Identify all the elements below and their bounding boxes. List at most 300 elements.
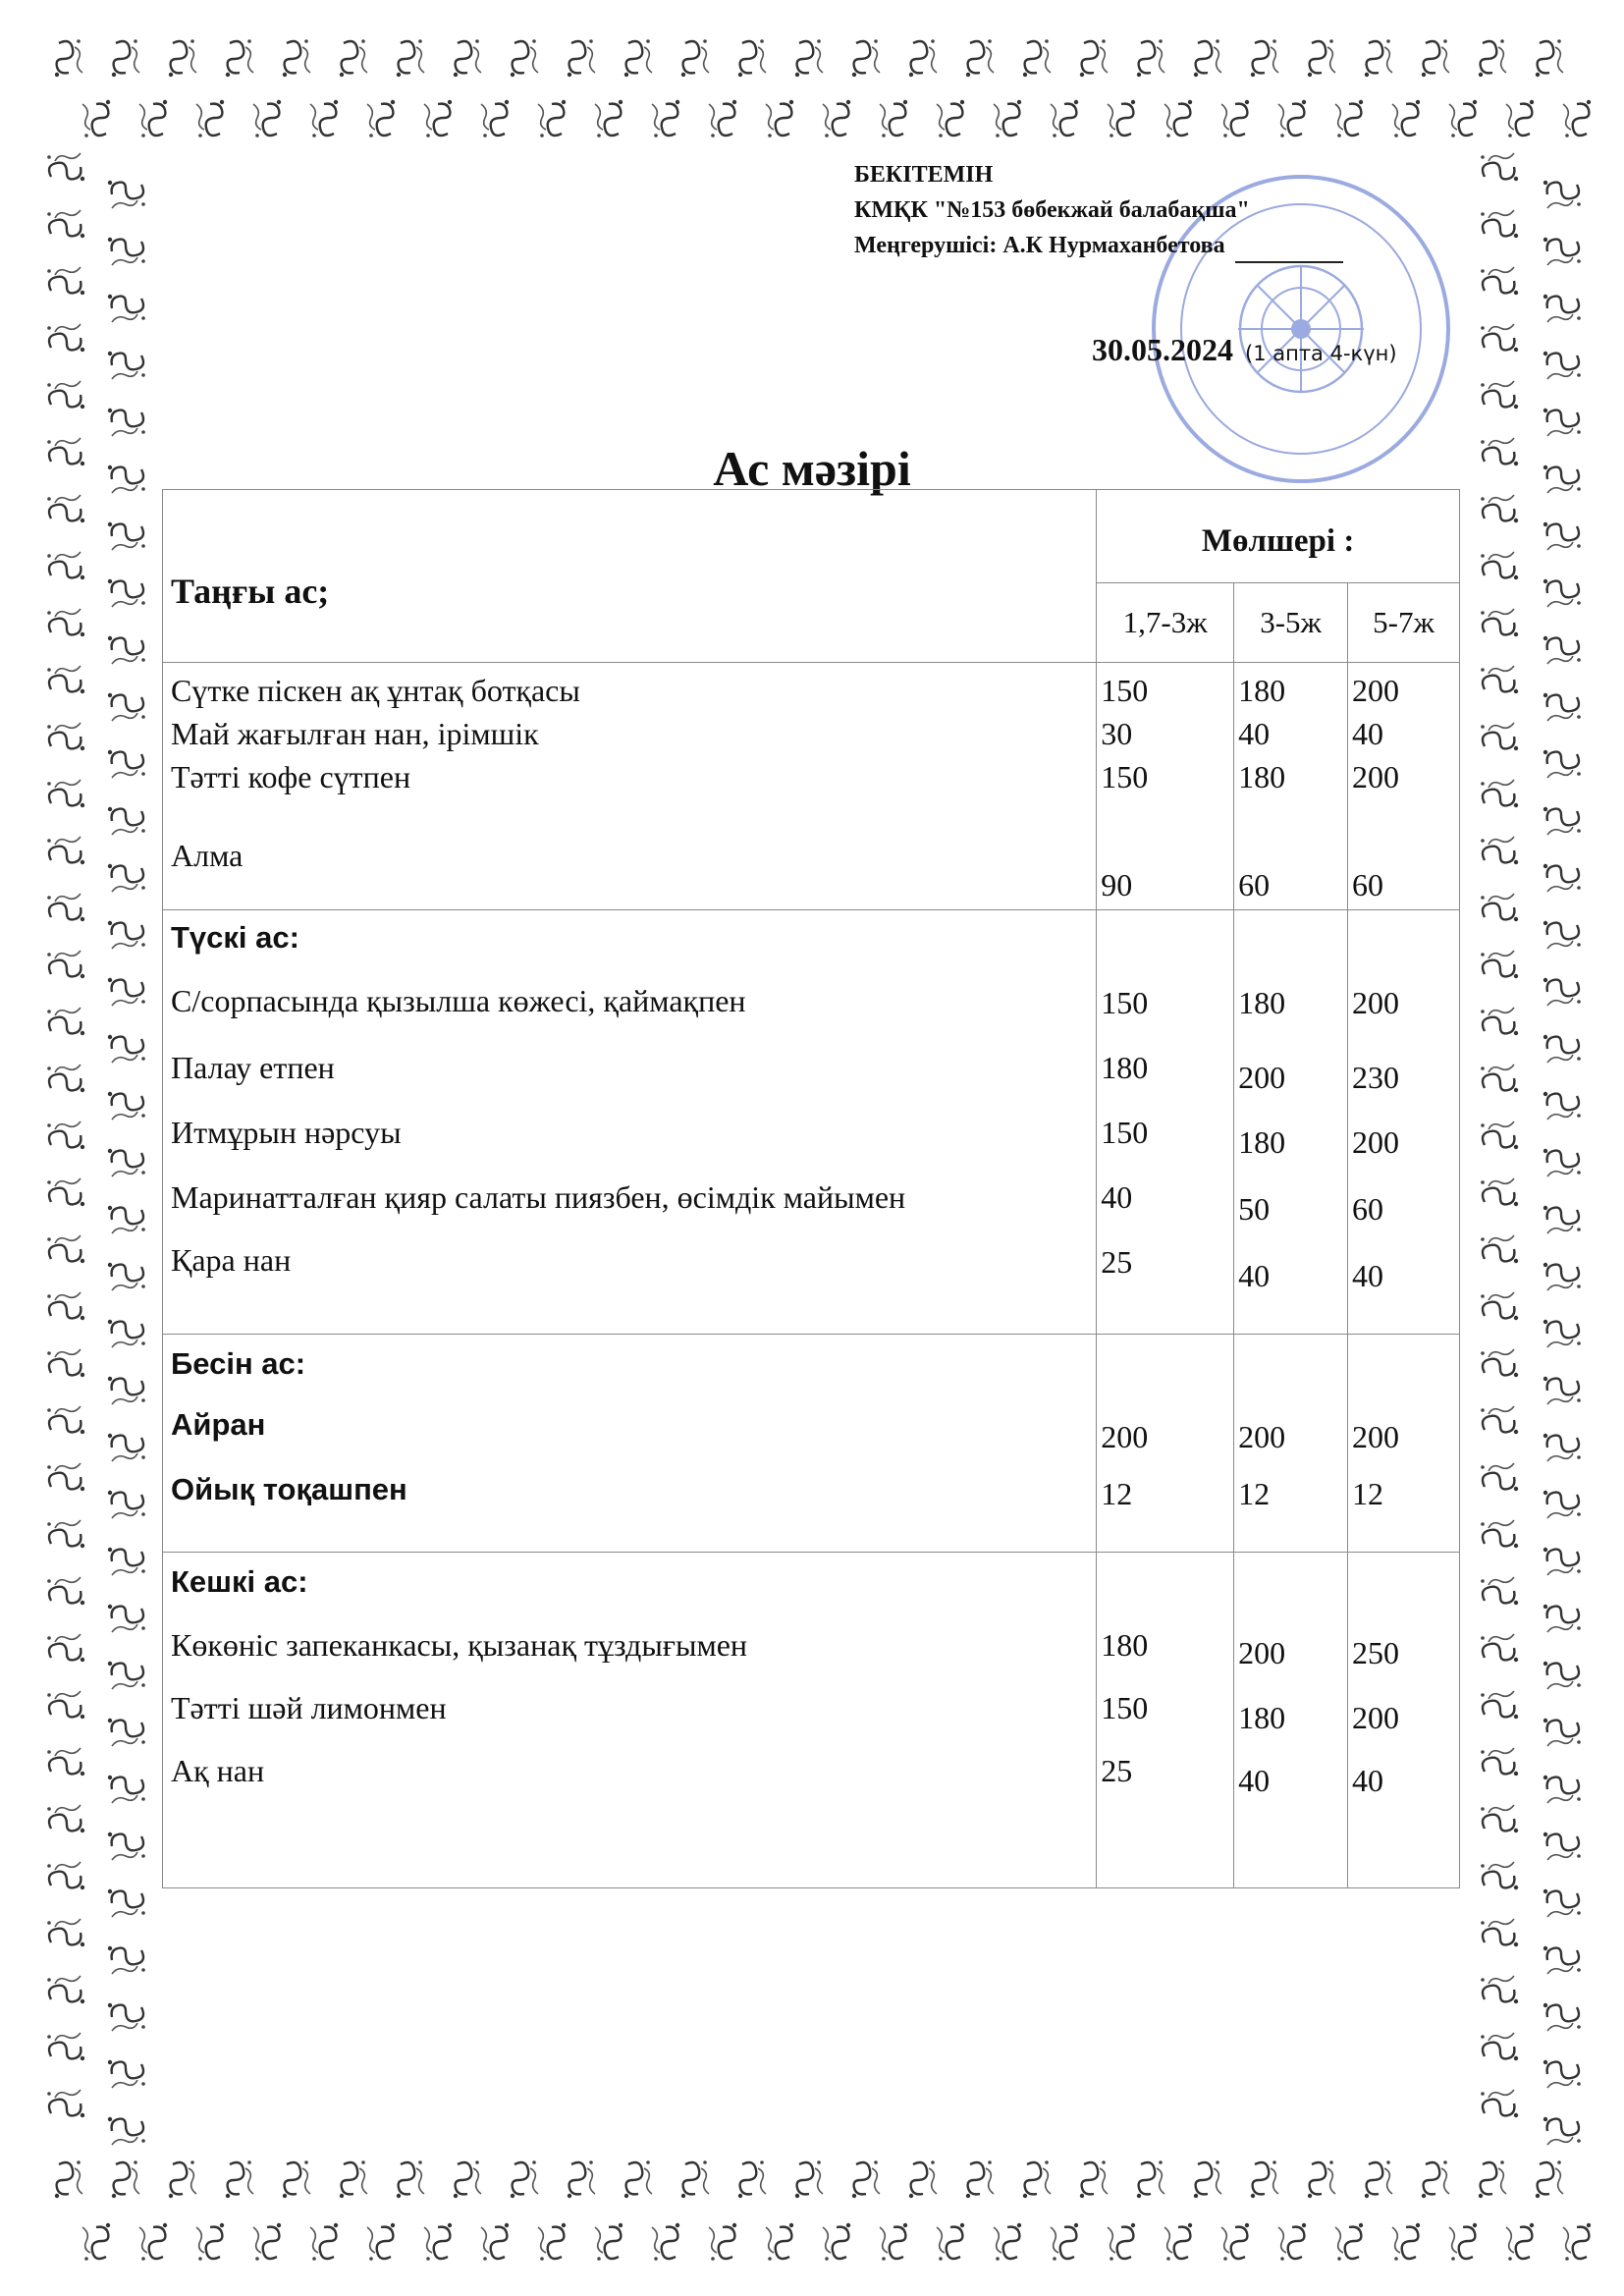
ornament [1392, 100, 1420, 137]
ornament [595, 100, 623, 137]
ornament [1543, 1719, 1581, 1746]
approval-head: Меңгерушісі: А.К Нурмаханбетова [854, 233, 1225, 258]
ornament [310, 100, 338, 137]
ornament [1481, 894, 1518, 921]
ornament [1543, 1263, 1581, 1290]
ornament [1481, 723, 1518, 750]
ornament [1536, 39, 1563, 77]
ornament [852, 39, 880, 77]
ornament [169, 2160, 196, 2198]
ornament [937, 2223, 964, 2261]
ornament [1481, 1235, 1518, 1263]
ornament [1481, 1805, 1518, 1832]
ornament [108, 750, 145, 778]
ornament [1543, 181, 1581, 208]
snack-title: Бесін ас: [171, 1346, 306, 1381]
ornament [47, 1691, 84, 1719]
qty: 40 [1352, 1763, 1384, 1798]
ornament [1479, 39, 1506, 77]
ornament [47, 1976, 84, 2003]
ornament [108, 2117, 145, 2145]
ornament [108, 636, 145, 664]
ornament [1108, 2223, 1135, 2261]
dinner-item: Ақ нан [171, 1753, 265, 1788]
snack-item: Айран [171, 1407, 266, 1442]
ornament [47, 1862, 84, 1889]
ornament [568, 39, 595, 77]
ornament [1278, 100, 1306, 137]
ornament [47, 1406, 84, 1434]
ornament [108, 2060, 145, 2088]
qty: 180 [1101, 1627, 1149, 1663]
ornament [1543, 750, 1581, 778]
ornament [1563, 100, 1591, 137]
ornament [1365, 39, 1392, 77]
ornament [108, 1548, 145, 1575]
ornament [108, 1320, 145, 1347]
ornament [1543, 1776, 1581, 1803]
ornament [1481, 1691, 1518, 1719]
ornament [538, 2223, 566, 2261]
qty: 60 [1352, 867, 1384, 902]
ornament [367, 100, 395, 137]
qty: 12 [1238, 1476, 1271, 1511]
ornament [112, 2160, 139, 2198]
ornament [1481, 1748, 1518, 1776]
ornament [108, 1263, 145, 1290]
ornament [1308, 39, 1335, 77]
ornament [47, 1292, 84, 1320]
ornament [108, 579, 145, 607]
ornament [994, 100, 1021, 137]
ornament [108, 921, 145, 949]
qty: 12 [1101, 1476, 1133, 1511]
ornament [1543, 1548, 1581, 1575]
ornament [47, 780, 84, 807]
ornament [108, 1035, 145, 1063]
qty: 40 [1238, 1258, 1271, 1293]
ornament [1481, 210, 1518, 238]
lunch-item: Қара нан [171, 1242, 292, 1278]
qty: 200 [1352, 759, 1400, 794]
ornament [766, 2223, 793, 2261]
ornament [1221, 2223, 1249, 2261]
ornament [108, 864, 145, 892]
ornament [1481, 951, 1518, 978]
ornament [1543, 1320, 1581, 1347]
ornament [397, 2160, 424, 2198]
ornament [47, 1235, 84, 1263]
ornament [1051, 2223, 1078, 2261]
qty: 25 [1101, 1753, 1133, 1788]
ornament [47, 324, 84, 352]
ornament [1023, 2160, 1051, 2198]
ornament [367, 2223, 395, 2261]
ornament [47, 1178, 84, 1206]
ornament [1108, 100, 1135, 137]
qty: 200 [1238, 1060, 1286, 1095]
ornament [1506, 100, 1534, 137]
qty: 40 [1101, 1179, 1133, 1215]
ornament [1481, 1634, 1518, 1662]
ornament [454, 39, 481, 77]
qty: 50 [1238, 1191, 1271, 1227]
lunch-title: Түскі ас: [171, 920, 299, 955]
ornament [108, 1434, 145, 1461]
ornament [55, 39, 82, 77]
ornament [1481, 153, 1518, 181]
ornament [511, 39, 538, 77]
ornament [108, 1377, 145, 1404]
ornament [1422, 39, 1449, 77]
ornament [253, 2223, 281, 2261]
ornament [909, 2160, 937, 2198]
ornament [47, 153, 84, 181]
ornament [1543, 1946, 1581, 1974]
ornament [47, 381, 84, 409]
ornament [1543, 295, 1581, 322]
qty: 40 [1238, 716, 1271, 751]
ornament [1335, 100, 1363, 137]
ornament [538, 100, 566, 137]
ornament [1481, 2033, 1518, 2060]
ornament [139, 100, 167, 137]
age-col-1: 1,7-3ж [1097, 583, 1234, 663]
approval-heading: БЕКІТЕМІН [854, 162, 994, 188]
ornament [738, 2160, 766, 2198]
age-col-3: 5-7ж [1348, 583, 1460, 663]
ornament [139, 2223, 167, 2261]
ornament [1481, 1008, 1518, 1035]
ornament [1543, 1035, 1581, 1063]
qty: 40 [1352, 1258, 1384, 1293]
ornament [47, 1121, 84, 1149]
ornament [1051, 100, 1078, 137]
qty: 150 [1101, 985, 1149, 1020]
breakfast-section [163, 663, 1460, 910]
header-amount: Мөлшері : [1097, 490, 1460, 583]
snack-section [163, 1335, 1460, 1553]
ornament [966, 39, 994, 77]
ornament [709, 100, 736, 137]
ornament [47, 552, 84, 579]
ornament [310, 2223, 338, 2261]
ornament [397, 39, 424, 77]
ornament [852, 2160, 880, 2198]
ornament [47, 1065, 84, 1092]
ornament [1481, 1976, 1518, 2003]
ornament [108, 238, 145, 265]
ornament [1481, 1577, 1518, 1605]
qty: 200 [1101, 1419, 1149, 1454]
ornament [1392, 2223, 1420, 2261]
ornament [1481, 495, 1518, 522]
ornament [47, 1805, 84, 1832]
ornament [1543, 522, 1581, 550]
ornament [1481, 1919, 1518, 1946]
age-col-2: 3-5ж [1234, 583, 1348, 663]
ornament [226, 2160, 253, 2198]
ornament [1251, 2160, 1278, 2198]
qty: 180 [1101, 1050, 1149, 1085]
ornament [1543, 693, 1581, 721]
ornament [709, 2223, 736, 2261]
ornament [108, 1662, 145, 1689]
ornament [108, 1889, 145, 1917]
qty: 200 [1352, 673, 1400, 708]
ornament [1481, 267, 1518, 295]
ornament [1543, 978, 1581, 1006]
qty: 180 [1238, 759, 1286, 794]
ornament [108, 1719, 145, 1746]
ornament [108, 1206, 145, 1233]
ornament [47, 1919, 84, 1946]
ornament [47, 894, 84, 921]
ornament [47, 1577, 84, 1605]
ornament [937, 100, 964, 137]
qty: 150 [1101, 673, 1149, 708]
breakfast-item: Сүтке піскен ақ ұнтақ ботқасы [171, 673, 580, 708]
ornament [1137, 39, 1164, 77]
ornament [1543, 352, 1581, 379]
ornament [595, 2223, 623, 2261]
ornament [424, 100, 452, 137]
ornament [1481, 1463, 1518, 1491]
qty: 12 [1352, 1476, 1384, 1511]
ornament [1481, 666, 1518, 693]
ornament [1543, 1491, 1581, 1518]
ornament [1481, 780, 1518, 807]
menu-table [162, 489, 1460, 1888]
ornament [108, 807, 145, 835]
snack-item: Ойық тоқашпен [171, 1472, 407, 1506]
ornament [1023, 39, 1051, 77]
ornament [47, 2033, 84, 2060]
ornament [283, 2160, 310, 2198]
ornament [108, 1491, 145, 1518]
ornament [108, 352, 145, 379]
ornament [1164, 2223, 1192, 2261]
ornament [1543, 238, 1581, 265]
ornament [1481, 324, 1518, 352]
ornament [196, 2223, 224, 2261]
ornament [681, 2160, 709, 2198]
ornament [1335, 2223, 1363, 2261]
ornament [1543, 1206, 1581, 1233]
ornament [1543, 921, 1581, 949]
ornament [652, 2223, 679, 2261]
ornament [1543, 2060, 1581, 2088]
ornament [47, 495, 84, 522]
ornament [795, 39, 823, 77]
ornament [1080, 2160, 1108, 2198]
ornament [1543, 1377, 1581, 1404]
ornament [795, 2160, 823, 2198]
ornament [82, 100, 110, 137]
qty: 90 [1101, 867, 1133, 902]
ornament [1080, 39, 1108, 77]
ornament [1481, 552, 1518, 579]
dinner-item: Тәтті шәй лимонмен [171, 1690, 447, 1725]
ornament [47, 951, 84, 978]
ornament [1481, 1121, 1518, 1149]
lunch-item: Итмұрын нәрсуы [171, 1115, 402, 1150]
menu-date [1092, 332, 1397, 368]
ornament [253, 100, 281, 137]
ornament [47, 210, 84, 238]
ornament [1422, 2160, 1449, 2198]
ornament [1543, 864, 1581, 892]
ornament [1543, 1434, 1581, 1461]
week-day: (1 апта 4-күн) [1245, 342, 1397, 365]
qty: 60 [1238, 867, 1271, 902]
ornament [994, 2223, 1021, 2261]
ornament [681, 39, 709, 77]
ornament [1506, 2223, 1534, 2261]
ornament [823, 2223, 850, 2261]
ornament [108, 1149, 145, 1176]
qty: 40 [1238, 1763, 1271, 1798]
qty: 180 [1238, 673, 1286, 708]
dinner-section [163, 1553, 1460, 1888]
breakfast-item: Алма [171, 838, 244, 873]
ornament [1543, 1832, 1581, 1860]
ornament [283, 39, 310, 77]
ornament [340, 2160, 367, 2198]
ornament [880, 2223, 907, 2261]
ornament [1543, 1605, 1581, 1632]
lunch-item: С/сорпасында қызылша көжесі, қаймақпен [171, 983, 746, 1018]
ornament [1481, 837, 1518, 864]
ornament [1536, 2160, 1563, 2198]
qty: 230 [1352, 1060, 1400, 1095]
ornament [1563, 2223, 1591, 2261]
ornament [624, 39, 652, 77]
ornament [1543, 409, 1581, 436]
qty: 180 [1238, 985, 1286, 1020]
qty: 200 [1238, 1635, 1286, 1670]
approval-org: КМҚК "№153 бөбекжай балабақша" [854, 197, 1250, 223]
ornament [1481, 1520, 1518, 1548]
date-value: 30.05.2024 [1092, 332, 1233, 367]
ornament [108, 522, 145, 550]
ornament [47, 1463, 84, 1491]
ornament [1449, 2223, 1477, 2261]
qty: 30 [1101, 716, 1133, 751]
ornament [880, 100, 907, 137]
qty: 200 [1352, 985, 1400, 1020]
ornament [108, 295, 145, 322]
ornament [1481, 1349, 1518, 1377]
ornament [1194, 2160, 1221, 2198]
ornament [1543, 1662, 1581, 1689]
qty: 40 [1352, 716, 1384, 751]
qty: 200 [1352, 1419, 1400, 1454]
qty: 250 [1352, 1635, 1400, 1670]
ornament [481, 100, 509, 137]
ornament [1543, 1149, 1581, 1176]
ornament [1543, 2003, 1581, 2031]
ornament [55, 2160, 82, 2198]
ornament [1251, 39, 1278, 77]
ornament [47, 837, 84, 864]
ornament [1221, 100, 1249, 137]
breakfast-item: Тәтті кофе сүтпен [171, 759, 411, 794]
ornament [47, 609, 84, 636]
ornament [108, 2003, 145, 2031]
ornament [424, 2223, 452, 2261]
ornament [1543, 807, 1581, 835]
ornament [226, 39, 253, 77]
ornament [108, 1776, 145, 1803]
ornament [47, 723, 84, 750]
ornament [1365, 2160, 1392, 2198]
ornament [340, 39, 367, 77]
ornament [1137, 2160, 1164, 2198]
qty: 150 [1101, 1690, 1149, 1725]
ornament [108, 1832, 145, 1860]
lunch-item: Палау етпен [171, 1050, 335, 1085]
dinner-title: Кешкі ас: [171, 1564, 308, 1599]
ornament [47, 1520, 84, 1548]
ornament [738, 39, 766, 77]
ornament [568, 2160, 595, 2198]
approval-block [854, 157, 1343, 263]
ornament [112, 39, 139, 77]
page-title: Ас мәзірі [713, 441, 911, 496]
ornament [108, 693, 145, 721]
lunch-section [163, 910, 1460, 1335]
ornament [1194, 39, 1221, 77]
ornament [1481, 1178, 1518, 1206]
ornament [1481, 2090, 1518, 2117]
ornament [511, 2160, 538, 2198]
ornament [1278, 2223, 1306, 2261]
ornament [454, 2160, 481, 2198]
qty: 150 [1101, 1115, 1149, 1150]
ornament [47, 1349, 84, 1377]
ornament [47, 1008, 84, 1035]
ornament [108, 409, 145, 436]
ornament [1481, 1406, 1518, 1434]
qty: 25 [1101, 1244, 1133, 1280]
ornament [1481, 381, 1518, 409]
dinner-item: Көкөніс запеканкасы, қызанақ тұздығымен [171, 1627, 748, 1663]
ornament [823, 100, 850, 137]
ornament [1543, 2117, 1581, 2145]
qty: 200 [1352, 1124, 1400, 1160]
qty: 60 [1352, 1191, 1384, 1227]
ornament [1164, 100, 1192, 137]
ornament [652, 100, 679, 137]
ornament [1481, 1065, 1518, 1092]
ornament [1481, 1292, 1518, 1320]
ornament [108, 978, 145, 1006]
ornament [624, 2160, 652, 2198]
ornament [108, 1605, 145, 1632]
ornament [47, 267, 84, 295]
ornament [169, 39, 196, 77]
ornament [108, 1092, 145, 1120]
ornament [1479, 2160, 1506, 2198]
lunch-item: Маринатталған қияр салаты пиязбен, өсімдік майымен [171, 1179, 906, 1215]
ornament [766, 100, 793, 137]
header-breakfast: Таңғы ас; [163, 490, 1097, 663]
ornament [966, 2160, 994, 2198]
ornament [196, 100, 224, 137]
qty: 200 [1352, 1700, 1400, 1735]
ornament [1543, 1092, 1581, 1120]
